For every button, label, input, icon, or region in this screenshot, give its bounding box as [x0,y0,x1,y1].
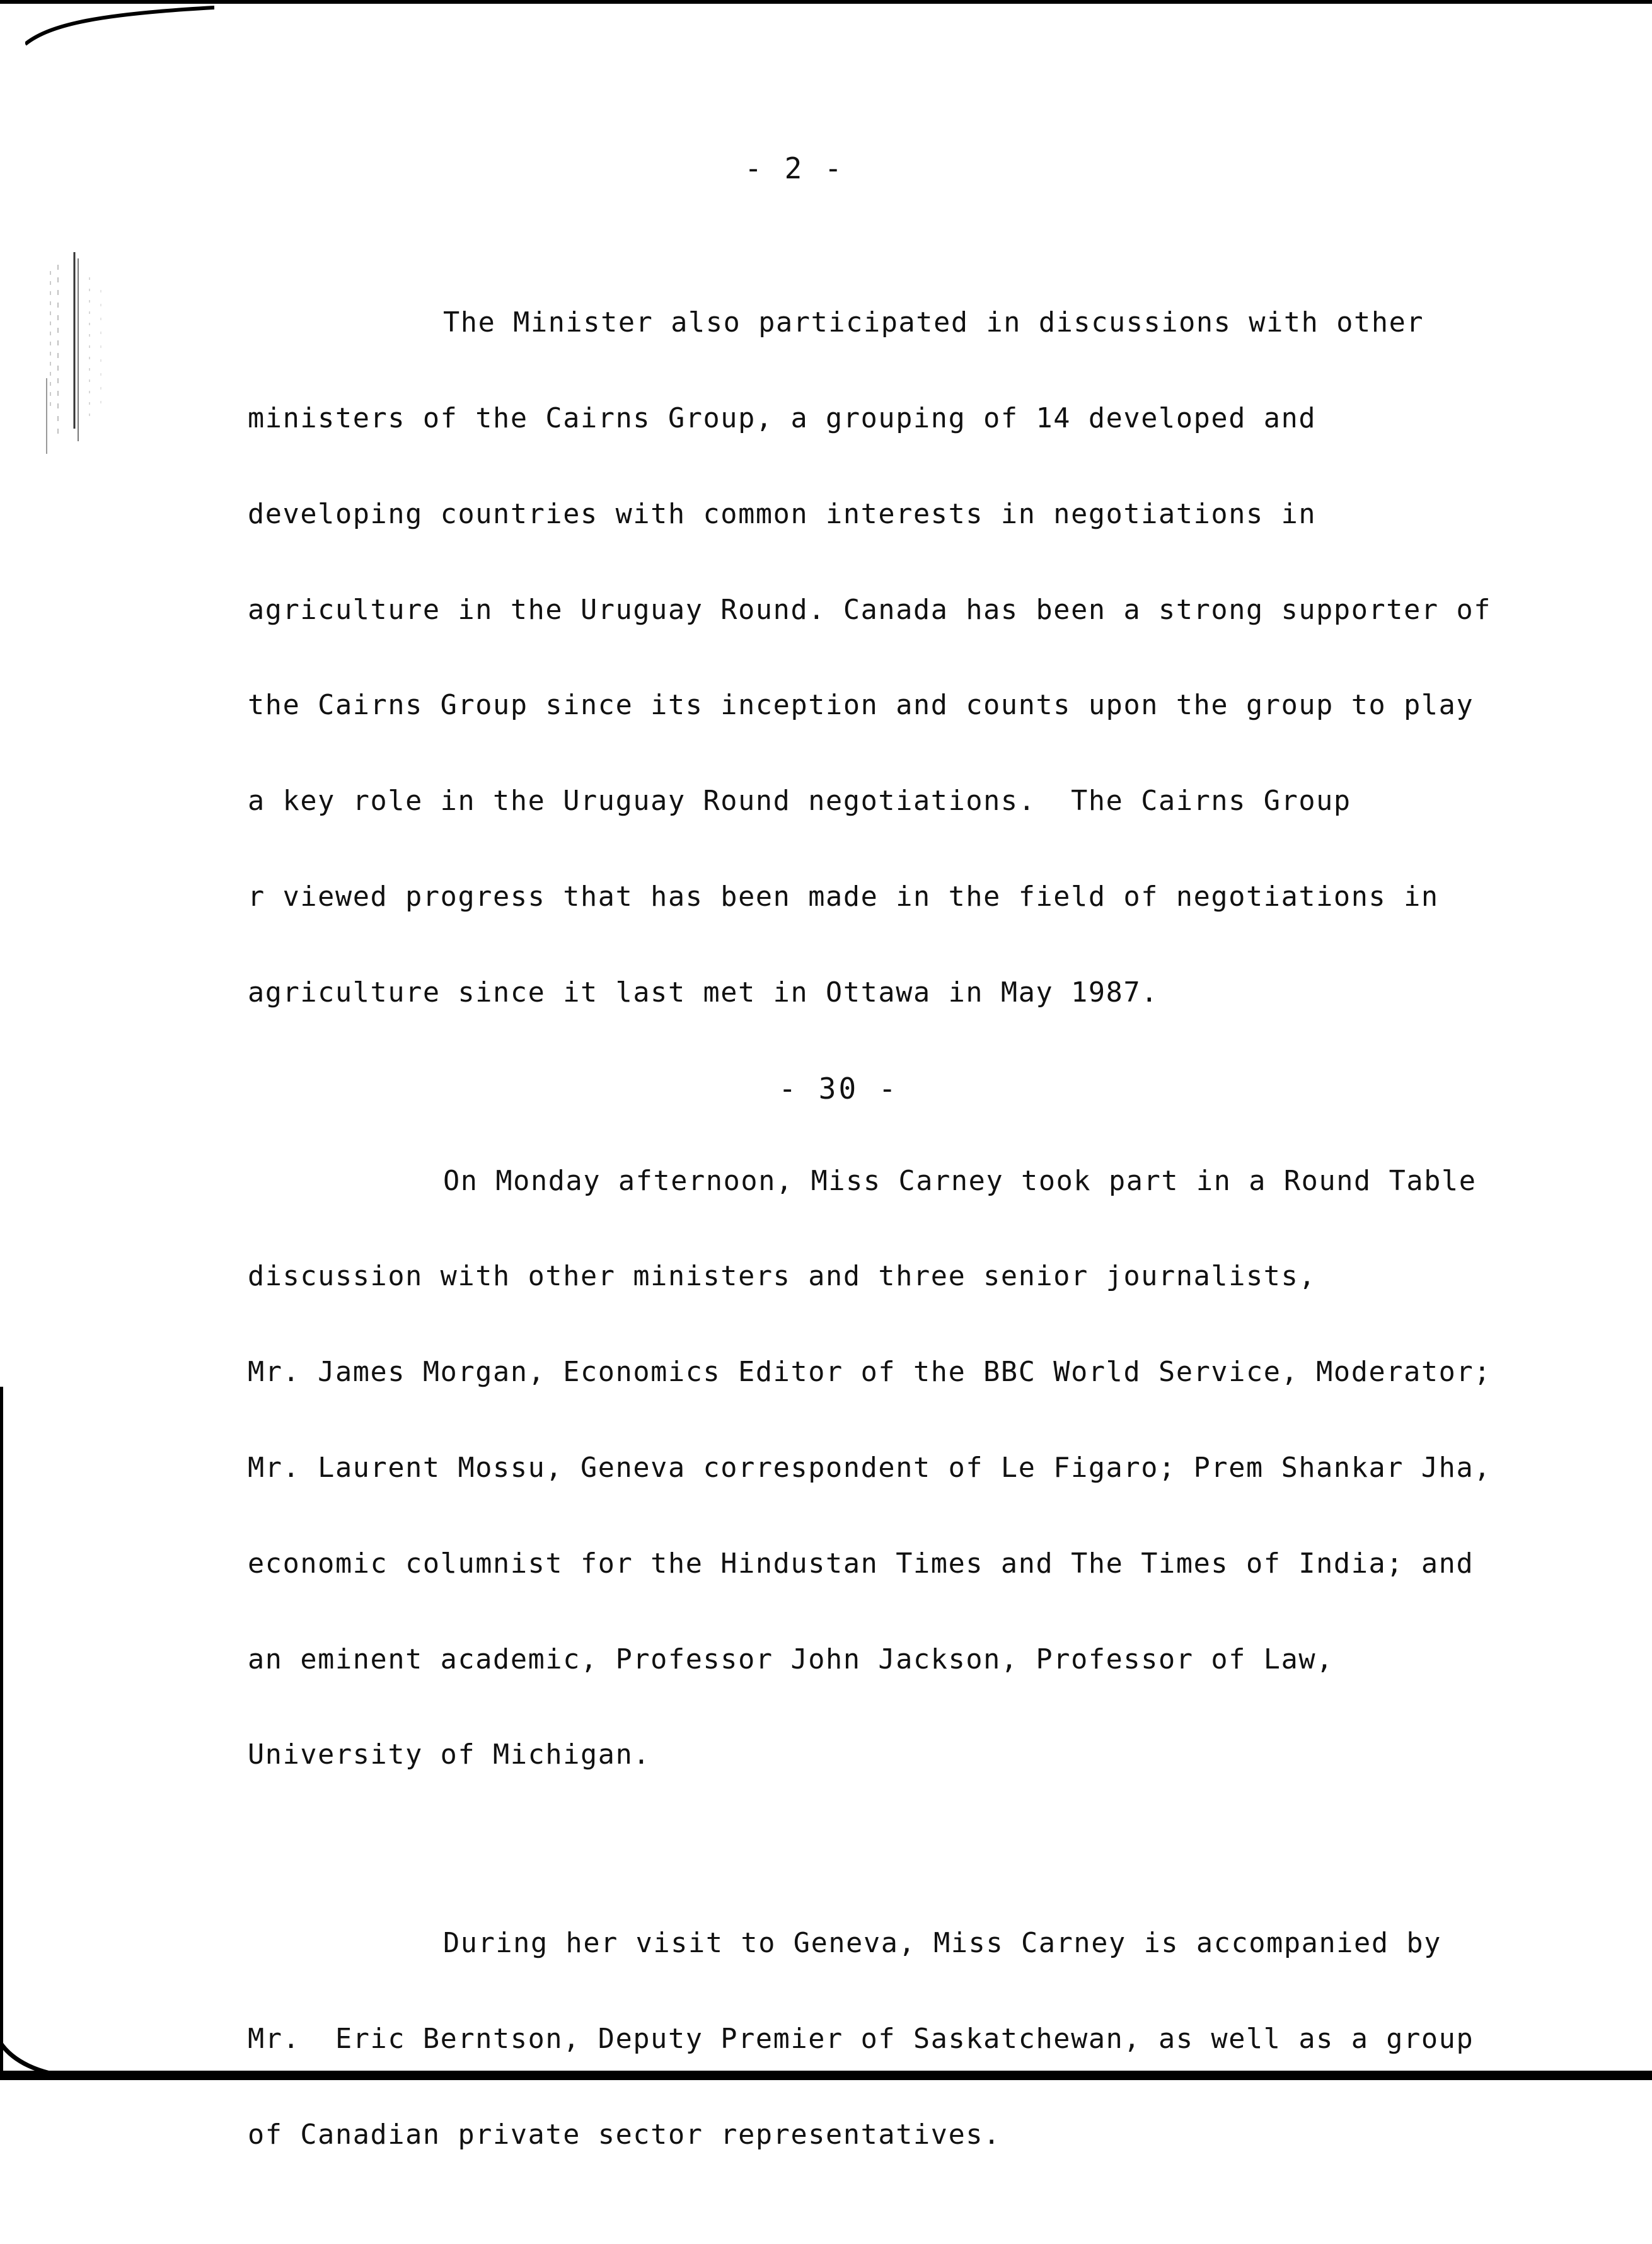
text-line: developing countries with common interests in negotiations in [248,498,1317,530]
text-line: agriculture since it last met in Ottawa in May 1987. [248,976,1159,1009]
text-line: discussion with other ministers and three senior journalists, [248,1261,1317,1293]
text-line: The Minister also participated in discussions with other [443,307,1424,339]
scan-bottom-edge [0,2071,1652,2080]
text-line: a key role in the Uruguay Round negotiations. The Cairns Group [248,785,1351,818]
body-text [248,243,1609,2244]
text-line: During her visit to Geneva, Miss Carney is accompanied by [443,1928,1441,1960]
text-line: of Canadian private sector representatives. [248,2119,1001,2151]
text-line: agriculture in the Uruguay Round. Canada has been a strong supporter of [248,594,1492,626]
paragraph-cairns-group [248,243,1609,1072]
text-line: the Cairns Group since its inception and counts upon the group to play [248,690,1474,722]
text-line: Mr. James Morgan, Economics Editor of the BBC World Service, Moderator; [248,1356,1492,1389]
page-number-bottom: - 30 - [778,1072,899,1106]
text-line: an eminent academic, Professor John Jackson, Professor of Law, [248,1643,1334,1675]
text-line: Mr. Laurent Mossu, Geneva correspondent of Le Figaro; Prem Shankar Jha, [248,1452,1492,1484]
text-line: economic columnist for the Hindustan Times and The Times of India; and [248,1547,1474,1580]
paragraph-geneva-visit [248,1864,1609,2215]
text-line: University of Michigan. [248,1739,651,1771]
text-line: On Monday afternoon, Miss Carney took part in a Round Table [443,1165,1477,1197]
paragraph-round-table [248,1101,1609,1835]
page-number-top: - 2 - [744,151,845,185]
scan-left-edge [0,1387,3,2080]
scan-corner-curve-top-left [25,5,214,49]
text-line: ministers of the Cairns Group, a grouping of 14 developed and [248,402,1317,434]
text-line: r viewed progress that has been made in the field of negotiations in [248,881,1439,913]
margin-scan-marks [38,252,151,454]
text-line: Mr. Eric Berntson, Deputy Premier of Saskatchewan, as well as a group [248,2023,1474,2056]
scan-top-edge [0,0,1652,4]
